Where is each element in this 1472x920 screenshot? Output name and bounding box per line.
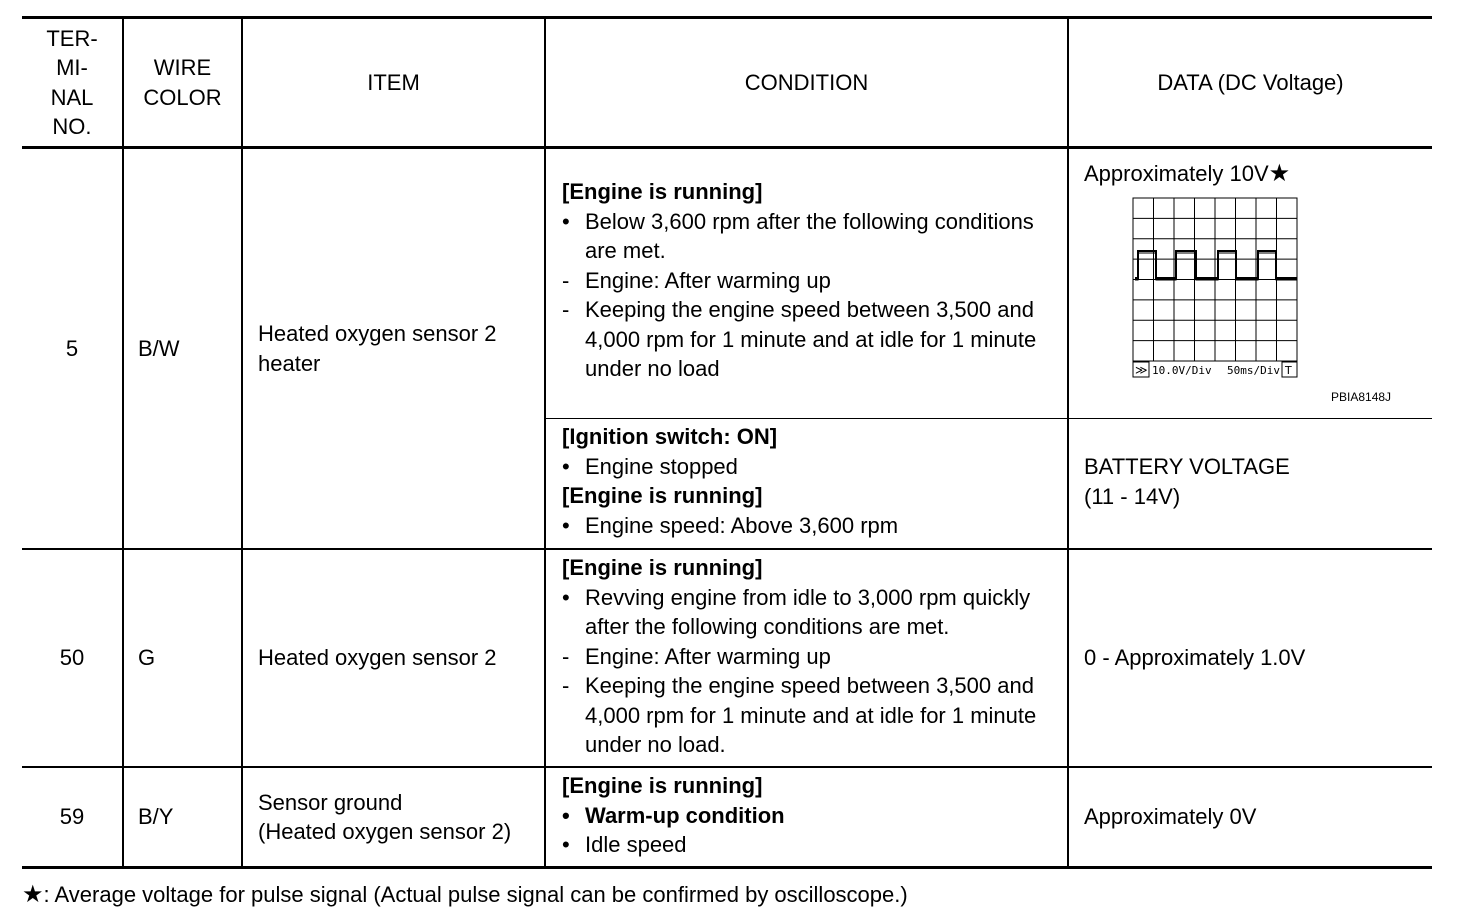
row5-wire-color: B/W <box>138 335 180 361</box>
condition-line: • Engine speed: Above 3,600 rpm <box>562 512 899 538</box>
header-wire-color: WIRE COLOR <box>143 55 222 110</box>
row5-split-rule <box>545 418 1432 419</box>
condition-line: - Engine: After warming up <box>562 267 831 293</box>
condition-line: - Keeping the engine speed between 3,500 and 4,000 rpm for 1 minute and at idle for 1 minute under no load. <box>562 673 1037 757</box>
row59-data: Approximately 0V <box>1084 804 1257 830</box>
condition-line: • Idle speed <box>562 832 687 857</box>
condition-heading: [Engine is running] <box>562 773 763 798</box>
row50-condition <box>546 553 1067 760</box>
condition-line: - Engine: After warming up <box>562 643 831 669</box>
scope-time-div: 50ms/Div <box>1227 364 1280 377</box>
condition-heading: [Ignition switch: ON] <box>562 424 778 449</box>
row59-terminal: 59 <box>59 804 85 830</box>
row5-data-pulse: Approximately 10V★ <box>1084 160 1291 187</box>
header-data: DATA (DC Voltage) <box>1157 69 1344 95</box>
row50-terminal: 50 <box>59 645 85 671</box>
row5-terminal: 5 <box>65 335 79 361</box>
condition-line: • Below 3,600 rpm after the following conditions are met. <box>562 208 1034 263</box>
condition-line: • Engine stopped <box>562 453 738 479</box>
condition-heading: [Engine is running] <box>562 555 763 580</box>
condition-heading: [Engine is running] <box>562 179 763 204</box>
header-condition: CONDITION <box>744 69 869 95</box>
row50-data: 0 - Approximately 1.0V <box>1084 645 1306 671</box>
star-icon: ★ <box>22 881 44 908</box>
star-icon: ★ <box>1268 160 1291 187</box>
row59-wire-color: B/Y <box>138 804 174 830</box>
condition-line: • Revving engine from idle to 3,000 rpm quickly after the following conditions are met. <box>562 584 1031 639</box>
row5-condition-ignition <box>546 422 1067 540</box>
pulse-trace <box>1135 251 1297 278</box>
scope-t-label: T <box>1285 364 1292 377</box>
row50-item: Heated oxygen sensor 2 <box>258 645 497 671</box>
row5-condition-running <box>546 177 1067 384</box>
row59-item: Sensor ground (Heated oxygen sensor 2) <box>258 789 512 844</box>
table-bottom-rule <box>22 866 1432 869</box>
row59-condition <box>546 771 1067 860</box>
header-terminal-no: TER- MI- NAL NO. <box>46 25 98 139</box>
row50-wire-color: G <box>138 645 156 671</box>
row5-item: Heated oxygen sensor 2 heater <box>258 321 497 376</box>
scope-ref-code: PBIA8148J <box>1331 390 1392 404</box>
footnote <box>22 880 908 910</box>
scope-arrow-label: ≫ <box>1135 363 1148 377</box>
condition-heading: [Engine is running] <box>562 483 763 508</box>
footnote-text: : Average voltage for pulse signal (Actual pulse signal can be confirmed by oscilloscope.) <box>43 882 908 907</box>
row5-data-battery: BATTERY VOLTAGE (11 - 14V) <box>1084 454 1290 509</box>
condition-line: • Warm-up condition <box>562 802 785 828</box>
oscilloscope-waveform <box>1126 196 1416 406</box>
condition-line: - Keeping the engine speed between 3,500 and 4,000 rpm for 1 minute and at idle for 1 minute under no load <box>562 297 1037 381</box>
header-item: ITEM <box>367 69 420 95</box>
scope-volt-div: 10.0V/Div <box>1152 364 1212 377</box>
